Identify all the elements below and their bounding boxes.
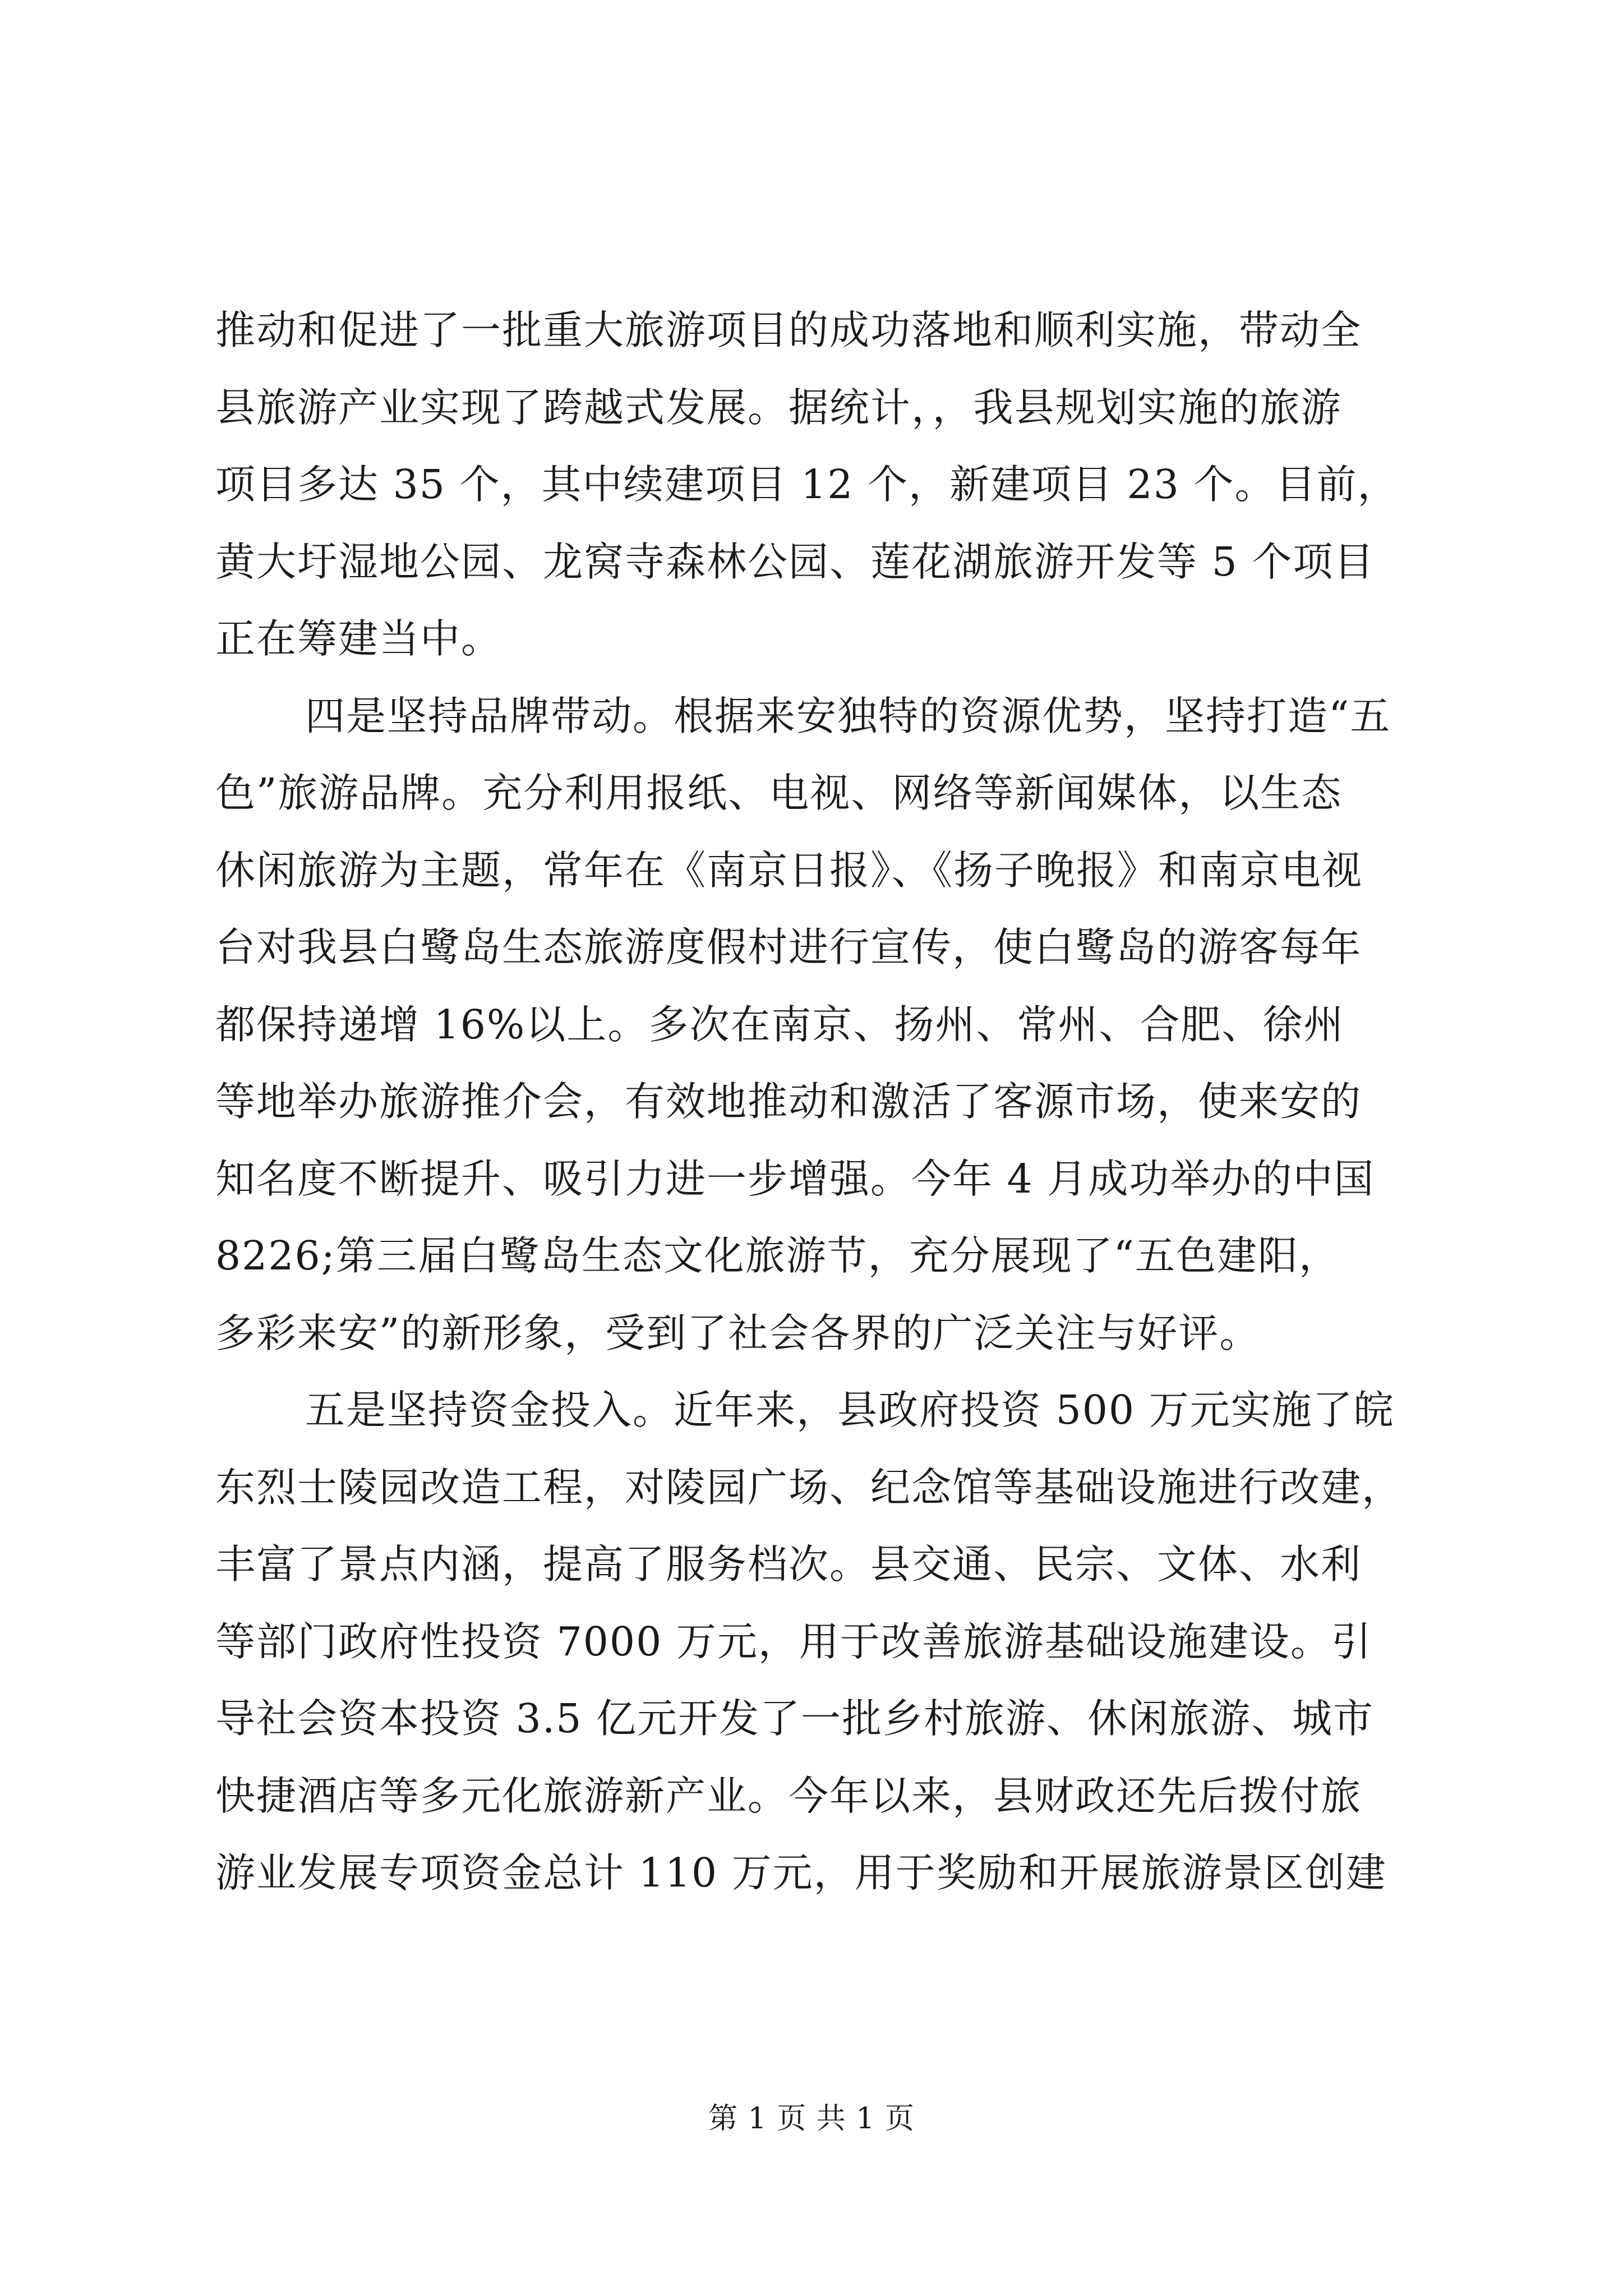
text-line: 多彩来安”的新形象，受到了社会各界的广泛关注与好评。 (215, 1309, 1261, 1356)
paragraph-start-line: 四是坚持品牌带动。根据来安独特的资源优势，坚持打造“五 (305, 692, 1391, 739)
text-line: 快捷酒店等多元化旅游新产业。今年以来，县财政还先后拨付旅 (215, 1772, 1362, 1819)
text-line: 休闲旅游为主题，常年在《南京日报》、《扬子晚报》和南京电视 (215, 846, 1363, 894)
paragraph-start-line: 五是坚持资金投入。近年来，县政府投资 500 万元实施了皖 (305, 1387, 1395, 1433)
text-line: 东烈士陵园改造工程，对陵园广场、纪念馆等基础设施进行改建， (215, 1464, 1403, 1511)
page-footer (0, 2099, 1623, 2138)
document-body (215, 292, 1410, 1912)
text-line: 正在筹建当中。 (215, 615, 502, 662)
text-line: 游业发展专项资金总计 110 万元，用于奖励和开展旅游景区创建 (215, 1849, 1387, 1896)
text-line: 等地举办旅游推介会，有效地推动和激活了客源市场，使来安的 (215, 1078, 1362, 1125)
text-line: 县旅游产业实现了跨越式发展。据统计，，我县规划实施的旅游 (215, 384, 1342, 431)
text-line: 等部门政府性投资 7000 万元，用于改善旅游基础设施建设。引 (215, 1618, 1372, 1665)
text-line: 知名度不断提升、吸引力进一步增强。今年 4 月成功举办的中国 (215, 1155, 1375, 1202)
text-line: 项目多达 35 个，其中续建项目 12 个，新建项目 23 个。目前， (215, 461, 1399, 508)
text-line: 黄大圩湿地公园、龙窝寺森林公园、莲花湖旅游开发等 5 个项目 (215, 538, 1375, 585)
text-line: 都保持递增 16%以上。多次在南京、扬州、常州、合肥、徐州 (215, 1001, 1345, 1048)
text-line: 丰富了景点内涵，提高了服务档次。县交通、民宗、文体、水利 (215, 1541, 1362, 1588)
text-line: 推动和促进了一批重大旅游项目的成功落地和顺利实施，带动全 (215, 307, 1362, 353)
page-number-label: 第 1 页 共 1 页 (708, 2102, 915, 2136)
text-line: 台对我县白鹭岛生态旅游度假村进行宣传，使白鹭岛的游客每年 (215, 924, 1362, 970)
text-line: 色”旅游品牌。充分利用报纸、电视、网络等新闻媒体，以生态 (215, 770, 1343, 816)
text-line: 导社会资本投资 3.5 亿元开发了一批乡村旅游、休闲旅游、城市 (215, 1695, 1375, 1742)
text-line: 8226;第三届白鹭岛生态文化旅游节，充分展现了“五色建阳， (215, 1232, 1340, 1279)
